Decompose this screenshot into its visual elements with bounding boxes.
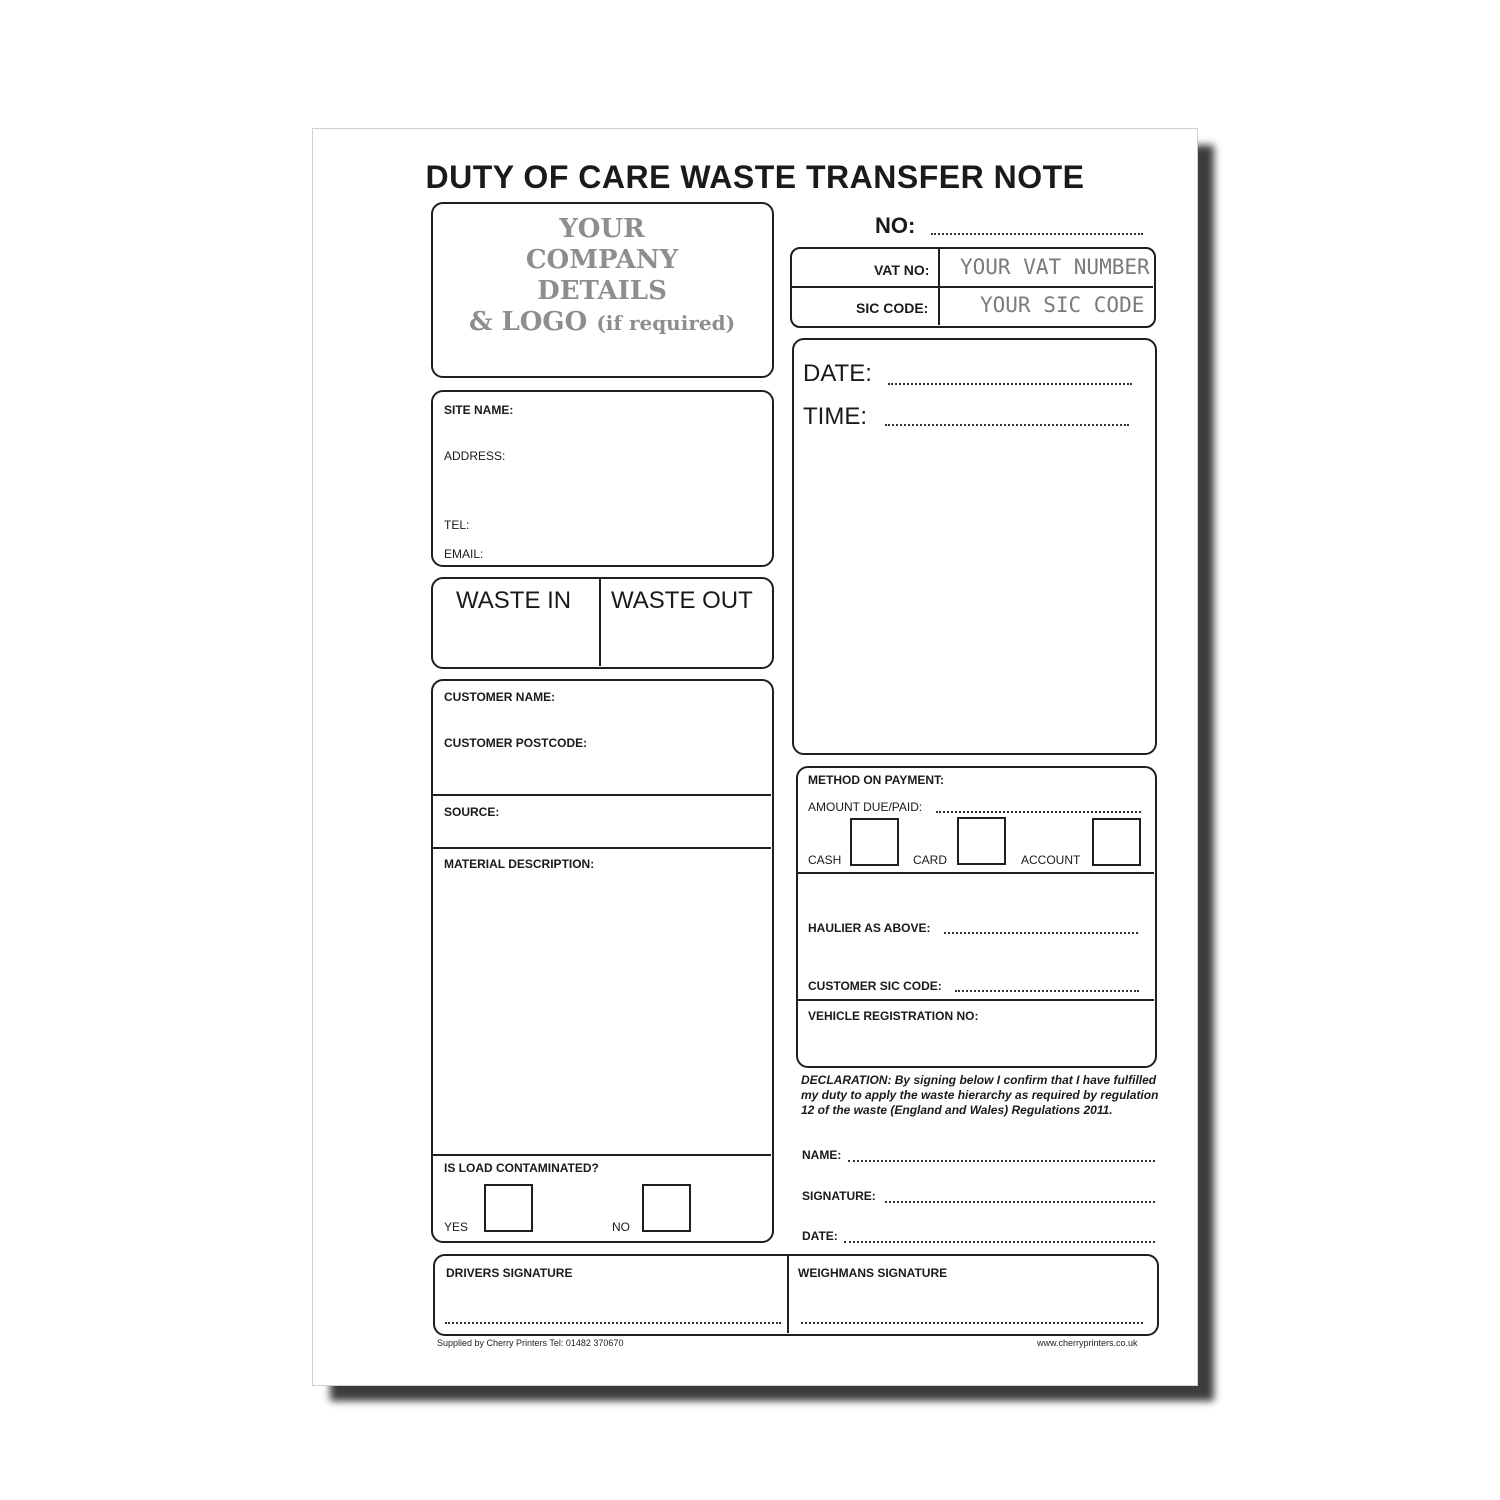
cash-label: CASH <box>808 853 842 867</box>
source-divider <box>433 847 771 849</box>
waste-in-option[interactable]: WASTE IN <box>456 587 572 614</box>
load-contaminated-label: IS LOAD CONTAMINATED? <box>444 1161 599 1175</box>
signatures-divider <box>787 1256 789 1333</box>
vehicle-divider <box>798 999 1154 1001</box>
payment-divider <box>798 872 1154 874</box>
website-footer[interactable]: www.cherryprinters.co.uk <box>1037 1338 1138 1348</box>
haulier-field[interactable] <box>944 932 1138 934</box>
time-label: TIME: <box>803 403 867 430</box>
material-divider <box>433 1154 771 1156</box>
site-details-box <box>431 390 774 567</box>
form-title: DUTY OF CARE WASTE TRANSFER NOTE <box>425 159 1085 195</box>
amount-due-field[interactable] <box>936 811 1141 813</box>
registration-box <box>790 247 1156 328</box>
payment-method-label: METHOD ON PAYMENT: <box>808 773 945 787</box>
waste-out-option[interactable]: WASTE OUT <box>611 587 753 614</box>
contaminated-yes-checkbox[interactable] <box>484 1184 533 1232</box>
vat-number-label: VAT NO: <box>874 262 930 278</box>
contaminated-yes-label: YES <box>444 1220 469 1234</box>
weighmans-signature-label: WEIGHMANS SIGNATURE <box>798 1266 948 1280</box>
company-line-1: YOUR <box>559 214 645 244</box>
contaminated-no-label: NO <box>612 1220 630 1234</box>
account-label: ACCOUNT <box>1021 853 1081 867</box>
declaration-date-field[interactable] <box>844 1241 1155 1243</box>
company-logo-label: & LOGO <box>468 307 588 337</box>
waste-direction-box <box>431 577 774 669</box>
date-time-box <box>792 338 1157 755</box>
customer-name-label: CUSTOMER NAME: <box>444 690 556 704</box>
customer-divider <box>433 794 771 796</box>
signatures-box <box>433 1254 1159 1336</box>
date-label: DATE: <box>803 360 872 387</box>
note-number-field[interactable] <box>931 233 1143 235</box>
material-description-label: MATERIAL DESCRIPTION: <box>444 857 595 871</box>
payment-box <box>796 766 1157 1068</box>
card-label: CARD <box>913 853 948 867</box>
cash-checkbox[interactable] <box>850 818 899 866</box>
vat-number-value[interactable]: YOUR VAT NUMBER <box>960 255 1150 279</box>
note-number-label: NO: <box>875 213 916 238</box>
sic-code-value[interactable]: YOUR SIC CODE <box>980 293 1145 317</box>
address-label: ADDRESS: <box>444 449 506 463</box>
declaration-name-label: NAME: <box>802 1148 842 1162</box>
company-details-box <box>431 202 774 378</box>
company-logo-note: (if required) <box>596 311 736 335</box>
customer-sic-code-label: CUSTOMER SIC CODE: <box>808 979 942 993</box>
company-line-4 <box>433 307 771 339</box>
registration-column-divider <box>938 249 940 325</box>
waste-transfer-note-page <box>312 128 1198 1386</box>
declaration-date-label: DATE: <box>802 1229 838 1243</box>
customer-postcode-label: CUSTOMER POSTCODE: <box>444 736 588 750</box>
company-line-2: COMPANY <box>525 245 679 275</box>
vehicle-registration-label: VEHICLE REGISTRATION NO: <box>808 1009 979 1023</box>
customer-sic-code-field[interactable] <box>955 990 1139 992</box>
card-checkbox[interactable] <box>957 817 1006 865</box>
declaration-signature-field[interactable] <box>885 1201 1155 1203</box>
source-label: SOURCE: <box>444 805 500 819</box>
drivers-signature-label: DRIVERS SIGNATURE <box>446 1266 573 1280</box>
amount-due-label: AMOUNT DUE/PAID: <box>808 800 923 814</box>
customer-material-box <box>431 679 774 1243</box>
registration-divider <box>792 286 1153 288</box>
time-field[interactable] <box>885 424 1129 426</box>
tel-label: TEL: <box>444 518 470 532</box>
date-field[interactable] <box>888 383 1132 385</box>
sic-code-label: SIC CODE: <box>856 300 929 316</box>
weighmans-signature-field[interactable] <box>801 1322 1143 1324</box>
email-label: EMAIL: <box>444 547 484 561</box>
declaration-text: DECLARATION: By signing below I confirm that I have fulfilled my duty to apply the waste hierarchy as required by regulation 12 of the waste (England and Wales) Regulations 2011. <box>801 1073 1159 1117</box>
company-line-3: DETAILS <box>537 276 667 306</box>
haulier-label: HAULIER AS ABOVE: <box>808 921 931 935</box>
declaration-signature-label: SIGNATURE: <box>802 1189 876 1203</box>
supplier-footer: Supplied by Cherry Printers Tel: 01482 370670 <box>437 1338 624 1348</box>
account-checkbox[interactable] <box>1092 818 1141 866</box>
declaration-name-field[interactable] <box>848 1160 1155 1162</box>
site-name-label: SITE NAME: <box>444 403 514 417</box>
contaminated-no-checkbox[interactable] <box>642 1184 691 1232</box>
waste-direction-divider <box>599 579 601 666</box>
drivers-signature-field[interactable] <box>445 1322 781 1324</box>
